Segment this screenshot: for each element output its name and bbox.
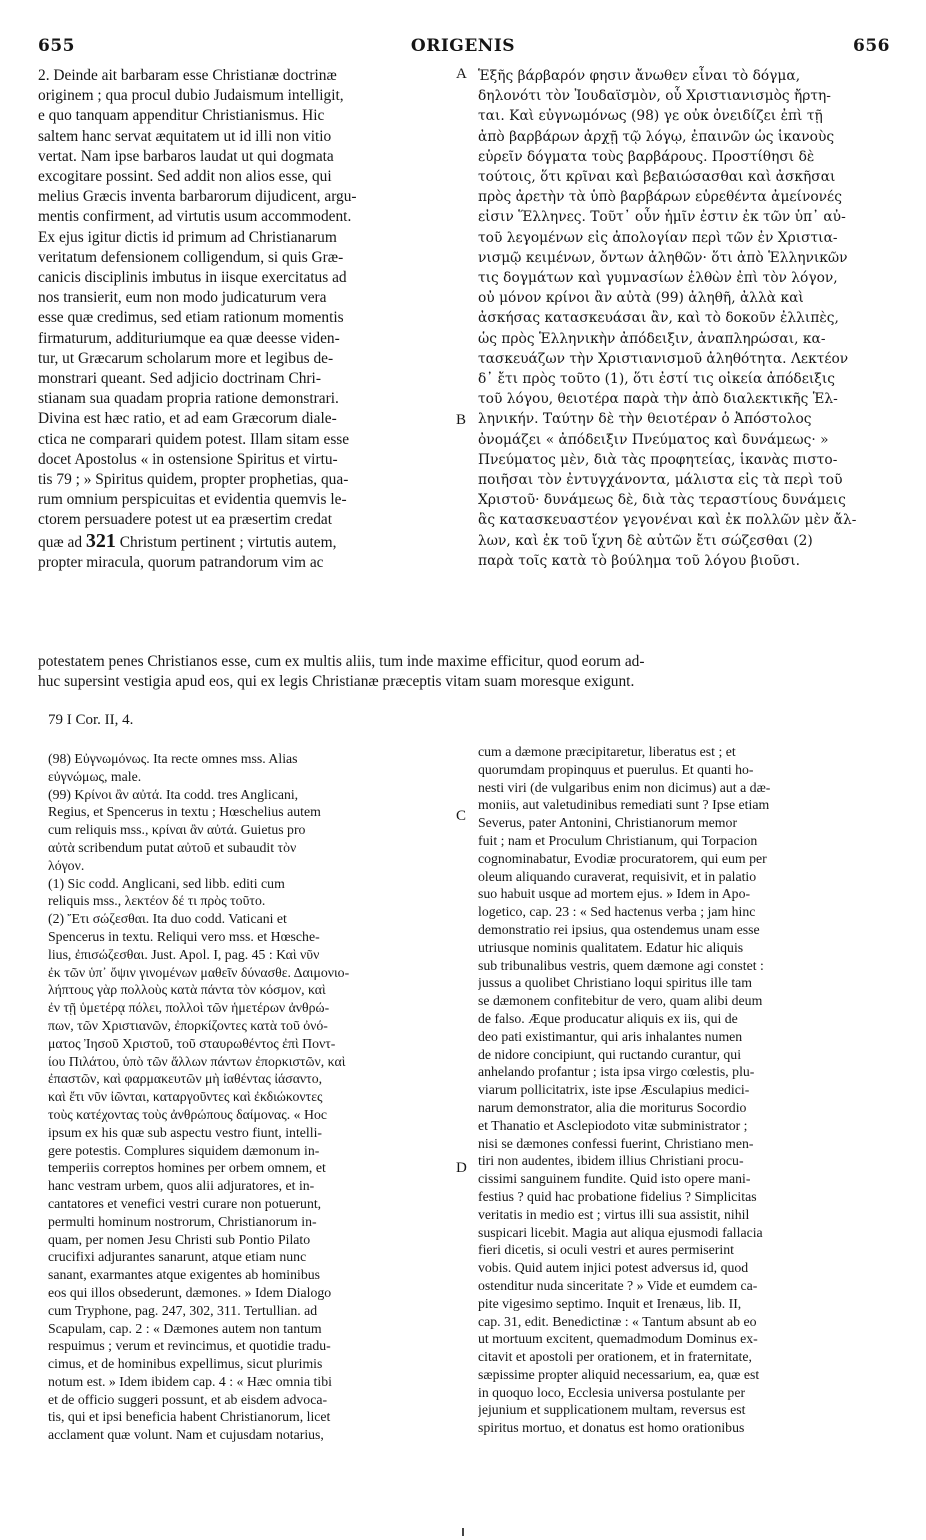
text-line: οὐ μόνον κρίνοι ἂν αὐτὰ (99) ἀληθῆ, ἀλλὰ καὶ — [478, 290, 804, 307]
text-line: (98) Εὐγνωμόνως. Ita recte omnes mss. Alias — [48, 751, 298, 766]
text-line: ἐπαστῶν, καὶ φαρμακευτῶν μὴ ἰαθέντας ἰάσαντο, — [48, 1071, 323, 1087]
text-line: tis, qui et ipsi beneficia habent Christianorum, licet — [48, 1409, 331, 1425]
text-line: Χριστοῦ· δυνάμεως δὲ, διὰ τὰς τεραστίους δυνάμεις — [478, 492, 846, 509]
text-line: εὐγνώμως, male. — [48, 768, 142, 784]
text-line: quam, per nomen Jesu Christi sub Pontio Pilato — [48, 1231, 311, 1247]
text-line: ὡς πρὸς Ἑλληνικὴν ἀπόδειξιν, ἀναπληρώσαι, κα- — [478, 330, 826, 347]
text-line: cissimi sanguinem fundite. Quid isto opere mani- — [478, 1171, 751, 1187]
text-line: e quo tanquam appenditur Christianismus. Hic — [38, 107, 325, 125]
text-line: rum omnium perspicuitas et evidentia quemvis le- — [38, 491, 347, 509]
text-line: cum reliquis mss., κρίναι ἂν αὐτά. Guietus pro — [48, 822, 306, 838]
text-line: respuimus ; verum et revincimus, et quotidie tradu- — [48, 1338, 331, 1354]
text-line: in quoquo loco, Ecclesia universa postulante per — [478, 1384, 746, 1400]
text-line: canicis disciplinis imbutus in iisque exercitatus ad — [38, 269, 347, 287]
notes-right-column — [478, 743, 894, 1437]
text-line: logetico, cap. 23 : « Sed hactenus verba ; jam hinc — [478, 904, 756, 920]
text-line: fuit ; nam et Proculum Christianum, qui Torpacion — [478, 832, 758, 848]
text-line: cap. 31, edit. Benedictinæ : « Tantum absunt ab eo — [478, 1313, 757, 1329]
text-line: permulti hominum nostrorum, Christianorum in- — [48, 1213, 317, 1229]
text-line: ὀνομάζει « ἀπόδειξιν Πνεύματος καὶ δυνάμεως· » — [478, 431, 829, 448]
text-line: huc supersint vestigia apud eos, qui ex legis Christianæ præceptis vitam suam moresque exigunt. — [38, 673, 635, 691]
text-line: ἐν τῇ ὑμετέρᾳ πόλει, πολλοὶ τῶν ἡμετέρων ἀνθρώ- — [48, 1000, 330, 1016]
text-line: saltem hanc servat æquitatem ut id illi non vitio — [38, 127, 332, 145]
text-line: (2) Ἔτι σώζεσθαι. Ita duo codd. Vaticani et — [48, 911, 287, 927]
running-title: ORIGENIS — [410, 36, 516, 56]
latin-main-column — [38, 66, 462, 573]
text-line: reliquis mss., λεκτέον δέ τι πρὸς τοῦτο. — [48, 893, 266, 909]
text-line: quorumdam propinquus et puerulus. Et quanti ho- — [478, 761, 754, 777]
text-line: ίου Πιλάτου, ὑπὸ τῶν ἄλλων πάντων ἐπορκιστῶν, καὶ — [48, 1053, 346, 1069]
text-line: sub tribunalibus vestris, quem dæmone agi constet : — [478, 957, 764, 973]
text-line: suspicari licebit. Magia aut aliqua ejusmodi fallacia — [478, 1224, 763, 1240]
text-line: τασκευάζων τὴν Χριστιανισμοῦ ἀληθότητα. Λεκτέον — [478, 350, 849, 367]
text-line: acclament quæ volunt. Nam et cujusdam notarius, — [48, 1427, 324, 1443]
text-line: Ἑξῆς βάρβαρόν φησιν ἄνωθεν εἶναι τὸ δόγμα, — [478, 68, 801, 84]
text-line: temperiis correptos homines per orbem omnem, et — [48, 1160, 326, 1176]
text-line: εἰσιν Ἕλληνες. Τοῦτ᾽ οὖν ἡμῖν ἐστιν ἐκ τῶν ὑπ᾽ αὐ- — [478, 209, 846, 226]
text-line: mentis confirment, ad virtutis usum accommodent. — [38, 208, 352, 226]
text-line: originem ; qua procul dubio Judaismum intelligit, — [38, 87, 344, 105]
text-line: gere potestis. Complures siquidem dæmonum in- — [48, 1142, 320, 1158]
text-line: Πνεύματος μὲν, διὰ τὰς προφητείας, ἱκανὰς πιστο- — [478, 451, 838, 468]
text-line: Severus, pater Antonini, Christianorum memor — [478, 815, 738, 831]
text-line: fieri dicetis, si oculi vestri et aures permiserint — [478, 1242, 734, 1258]
text-line: narum demonstrator, alia die moriturus Socordio — [478, 1099, 747, 1115]
text-line: ut mortuum excitent, quemadmodum Dominus ex- — [478, 1331, 758, 1347]
text-line: potestatem penes Christianos esse, cum ex multis aliis, tum inde maxime efficitur, quod eorum ad- — [38, 653, 645, 670]
text-line: propter miracula, quorum patrandorum vim ac — [38, 553, 324, 571]
text-line: festius ? quid hac probatione fidelius ? Simplicitas — [478, 1188, 757, 1204]
text-line: viarum pollicitatrix, iste ipse Æsculapius medici- — [478, 1082, 750, 1098]
text-line: de nidore concipiunt, qui ructando curantur, qui — [478, 1046, 742, 1062]
section-marker-b: B — [456, 412, 467, 428]
text-line: τις δογμάτων καὶ γυμνασίων ἐλθὼν ἐπὶ τὸν λόγον, — [478, 270, 838, 287]
text-line: Scapulam, cap. 2 : « Dæmones autem non tantum — [48, 1320, 322, 1336]
text-line: oleum aliquando curaverat, requisivit, et in palatio — [478, 868, 757, 884]
text-line: cum a dæmone præcipitaretur, liberatus est ; et — [478, 744, 736, 759]
text-line: sæpissime propter aliquid necessarium, ea, quæ est — [478, 1366, 760, 1382]
section-marker-c: C — [456, 808, 467, 824]
full-width-text — [38, 652, 894, 692]
text-line: esse quæ credimus, sed etiam rationum momentis — [38, 309, 344, 327]
text-line: crucifixi adjurantes sanarunt, atque etiam nunc — [48, 1249, 307, 1265]
text-line: cum Tryphone, pag. 247, 302, 311. Tertullian. ad — [48, 1302, 318, 1318]
text-line: ποιῆσαι τὸν ἐντυγχάνοντα, μάλιστα εἰς τὰ περὶ τοῦ — [478, 472, 843, 489]
text-line: hanc vestram urbem, quos alii adjuratores, et in- — [48, 1178, 315, 1194]
text-line: vertat. Nam ipse barbaros laudat ut qui dogmata — [38, 147, 334, 165]
text-line: citavit et apostoli per orationem, et in fraternitate, — [478, 1349, 752, 1365]
text-line: veritatis in medio est ; virtus illi sua assistit, nihil — [478, 1206, 750, 1222]
text-line: ἀπὸ βαρβάρων ἀρχῇ τῷ λόγῳ, ἐπαινῶν ὡς ἱκανοὺς — [478, 128, 835, 145]
text-line: τοῦ λεγομένων εἰς ἀπολογίαν περὶ τῶν ἐν Χριστια- — [478, 229, 838, 246]
text-line: λων, καὶ ἐκ τοῦ ἴχνη δὲ αὐτῶν ἔτι σώζεσθαι (2) — [478, 532, 813, 549]
text-line: firmaturum, addituriumque ea quæ deesse viden- — [38, 329, 340, 347]
section-marker-d: D — [456, 1160, 467, 1176]
text-line: suo habuit usque ad mortem ejus. » Idem in Apo- — [478, 886, 751, 902]
text-line: anhelando profantur ; ista ipsa virgo cœlestis, plu- — [478, 1064, 755, 1080]
text-line: ἃς κατασκευαστέον γεγονέναι καὶ ἐκ πολλῶν μὲν ἄλ- — [478, 512, 857, 529]
text-line: Divina est hæc ratio, et ad eam Græcorum diale- — [38, 410, 337, 428]
text-line: Spencerus in textu. Reliqui vero mss. et Hœsche- — [48, 928, 320, 944]
text-line: utriusque nominis qualitatem. Edatur hic aliquis — [478, 939, 744, 955]
gutter-mark — [462, 1528, 464, 1536]
text-line: tur, ut Græcarum scholarum more et legibus de- — [38, 349, 334, 367]
text-line: et Thanatio et Asclepiodoto vitæ subministrator ; — [478, 1117, 748, 1133]
text-line: ἀσκήσας κατασκευάσαι ἂν, καὶ τὸ δοκοῦν ἐλλιπὲς, — [478, 310, 839, 327]
text-line: demonstratio rei ipsius, qua ostendemus unam esse — [478, 921, 760, 937]
text-line: τοῦ λόγου, θειοτέρα παρὰ τὴν ἀπὸ διαλεκτικῆς Ἑλ- — [478, 391, 838, 408]
text-line: Regius, et Spencerus in textu ; Hœschelius autem — [48, 804, 321, 820]
text-line: melius Græcis inventa barbarorum dijudicent, argu- — [38, 188, 357, 206]
text-line: spiritus mortuo, et donatus est homo orationibus — [478, 1420, 745, 1436]
text-line: deo pati existimantur, qui aris inhalantes numen — [478, 1028, 743, 1044]
text-line: vobis. Quid autem injici potest adversus id, quod — [478, 1260, 749, 1276]
text-line: nesti viri (de vulgaribus enim non dicimus) aut a dæ- — [478, 779, 771, 795]
text-line: λόγον. — [48, 857, 85, 873]
text-line: καὶ ἔτι νῦν ἰῶνται, καταργοῦντες καὶ ἐκδιώκοντες — [48, 1089, 323, 1105]
text-line: ctica ne comparari quidem potest. Illam sitam esse — [38, 430, 350, 448]
text-line: pite vigesimo septimo. Inquit et Irenæus, lib. II, — [478, 1295, 742, 1311]
notes-left-column — [48, 750, 458, 1444]
text-line: αὐτὰ scribendum putat αὐτοῦ et subaudit τὸν — [48, 839, 297, 855]
text-line: δ᾽ ἔτι πρὸς τοῦτο (1), ὅτι ἐστί τις οἰκεία ἀπόδειξις — [478, 371, 836, 388]
text-line: παρὰ τοῖς κατὰ τὸ βούλημα τοῦ λόγου βιοῦσι. — [478, 552, 800, 569]
inline-page-number: 321 — [85, 529, 116, 552]
text-line: 2. Deinde ait barbaram esse Christianæ doctrinæ — [38, 67, 337, 84]
text-line: πρὸς ἀρετὴν τὰ ὑπὸ βαρβάρων εὑρεθέντα ἀμείνονές — [478, 189, 842, 206]
text-line: τούτοις, ὅτι κρῖναι καὶ βεβαιώσασθαι καὶ ἀσκῆσαι — [478, 169, 836, 186]
text-line: de falso. Æque producatur aliquis ex iis, qui de — [478, 1010, 738, 1026]
text-line: monstrari queant. Sed adjicio doctrinam Chri- — [38, 370, 321, 388]
text-line: Ex ejus igitur dictis id primum ad Christianarum — [38, 228, 337, 246]
text-line: moniis, aut valetudinibus remediati sunt ? Ipse etiam — [478, 797, 770, 813]
greek-main-column — [478, 66, 894, 571]
text-line: sanant, exarmantes atque exigentes ab hominibus — [48, 1267, 321, 1283]
text-line: δηλονότι τὸν Ἰουδαϊσμὸν, οὗ Χριστιανισμὸς ἤρτη- — [478, 88, 831, 105]
scripture-footnote: 79 I Cor. II, 4. — [48, 712, 134, 728]
text-line: tis 79 ; » Spiritus quidem, propter prophetias, qua- — [38, 471, 349, 489]
text-line: nisi se dæmones confessi fuerint, Christiano men- — [478, 1135, 754, 1151]
text-line: cantatores et venefici vestri curare non potuerunt, — [48, 1195, 322, 1211]
text-line: cimus, et de hominibus expellimus, sicut plurimis — [48, 1356, 323, 1372]
right-page-number: 656 — [853, 36, 890, 56]
text-line: jejunium et supplicationem multam, reversus est — [478, 1402, 746, 1418]
text-line: jussus a quolibet Christiano loqui spiritus ille tam — [478, 975, 753, 991]
text-line: ipsum ex his quæ sub aspectu vestro fiunt, intelli- — [48, 1124, 322, 1140]
text-line: (99) Κρίνοι ἂν αὐτά. Ita codd. tres Anglicani, — [48, 786, 299, 802]
text-line: se dæmonem confitebitur de vero, quam alibi deum — [478, 993, 763, 1009]
text-line: πων, τῶν Χριστιανῶν, ἐπορκίζοντες κατὰ τοῦ ὀνό- — [48, 1017, 328, 1033]
text-line: eos qui illos obsederunt, dæmones. » Idem Dialogo — [48, 1284, 332, 1300]
text-line: ctorem persuadere potest ut ea præsertim credat — [38, 511, 333, 529]
text-line: νισμῷ κειμένων, ὄντων ἀληθῶν· ὅτι ἀπὸ Ἑλληνικῶν — [478, 249, 848, 266]
text-line: veritatum defensionem colligendum, si quis Græ- — [38, 248, 344, 266]
text-line: ἐκ τῶν ὑπ᾽ ὄψιν γινομένων μαθεῖν δύνασθε. Δαιμονιο- — [48, 964, 350, 980]
text-line: excogitare possint. Sed addit non alios esse, qui — [38, 168, 332, 186]
left-page-number: 655 — [38, 36, 75, 56]
section-marker-a: A — [456, 66, 467, 82]
text-line: εὑρεῖν δόγματα τοὺς βαρβάρους. Προστίθησι δὲ — [478, 148, 815, 165]
text-line: λήπτους γὰρ πολλοὺς κατὰ πάντα τὸν κόσμον, καὶ — [48, 982, 326, 998]
text-line: nos transierit, eum non modo judicaturum vera — [38, 289, 327, 307]
text-line: lius, ἐπισώζεσθαι. Just. Apol. I, pag. 45 : Καὶ νῦν — [48, 946, 320, 962]
text-line: notum est. » Idem ibidem cap. 4 : « Hæc omnia tibi — [48, 1373, 332, 1389]
text-line: (1) Sic codd. Anglicani, sed libb. editi cum — [48, 875, 285, 891]
text-line: docet Apostolus « in ostensione Spiritus et virtu- — [38, 450, 338, 468]
text-line: stianam sua quadam propria ratione demonstrari. — [38, 390, 339, 408]
text-line: cognominabatur, Evodiæ procuratorem, qui eum per — [478, 850, 767, 866]
text-line: quæ ad 321 Christum pertinent ; virtutis autem, — [38, 529, 337, 552]
text-line: et de officio suggeri possunt, et ab eisdem advoca- — [48, 1391, 328, 1407]
text-line: tiri non audentes, ibidem illius Christiani procu- — [478, 1153, 744, 1169]
text-line: ostenditur nuda sinceritate ? » Vide et eumdem ca- — [478, 1277, 758, 1293]
text-line: ματος Ἰησοῦ Χριστοῦ, τοῦ σταυρωθέντος ἐπὶ Ποντ- — [48, 1035, 336, 1051]
text-line: τοὺς κατέχοντας τοὺς ἀνθρώπους δαίμονας. « Hoc — [48, 1106, 327, 1122]
text-line: ληνικήν. Ταύτην δὲ τὴν θειοτέραν ὁ Ἀπόστολος — [478, 411, 812, 428]
text-line: ται. Καὶ εὐγνωμόνως (98) γε οὐκ ὀνειδίζει ἐπὶ τῇ — [478, 108, 823, 125]
